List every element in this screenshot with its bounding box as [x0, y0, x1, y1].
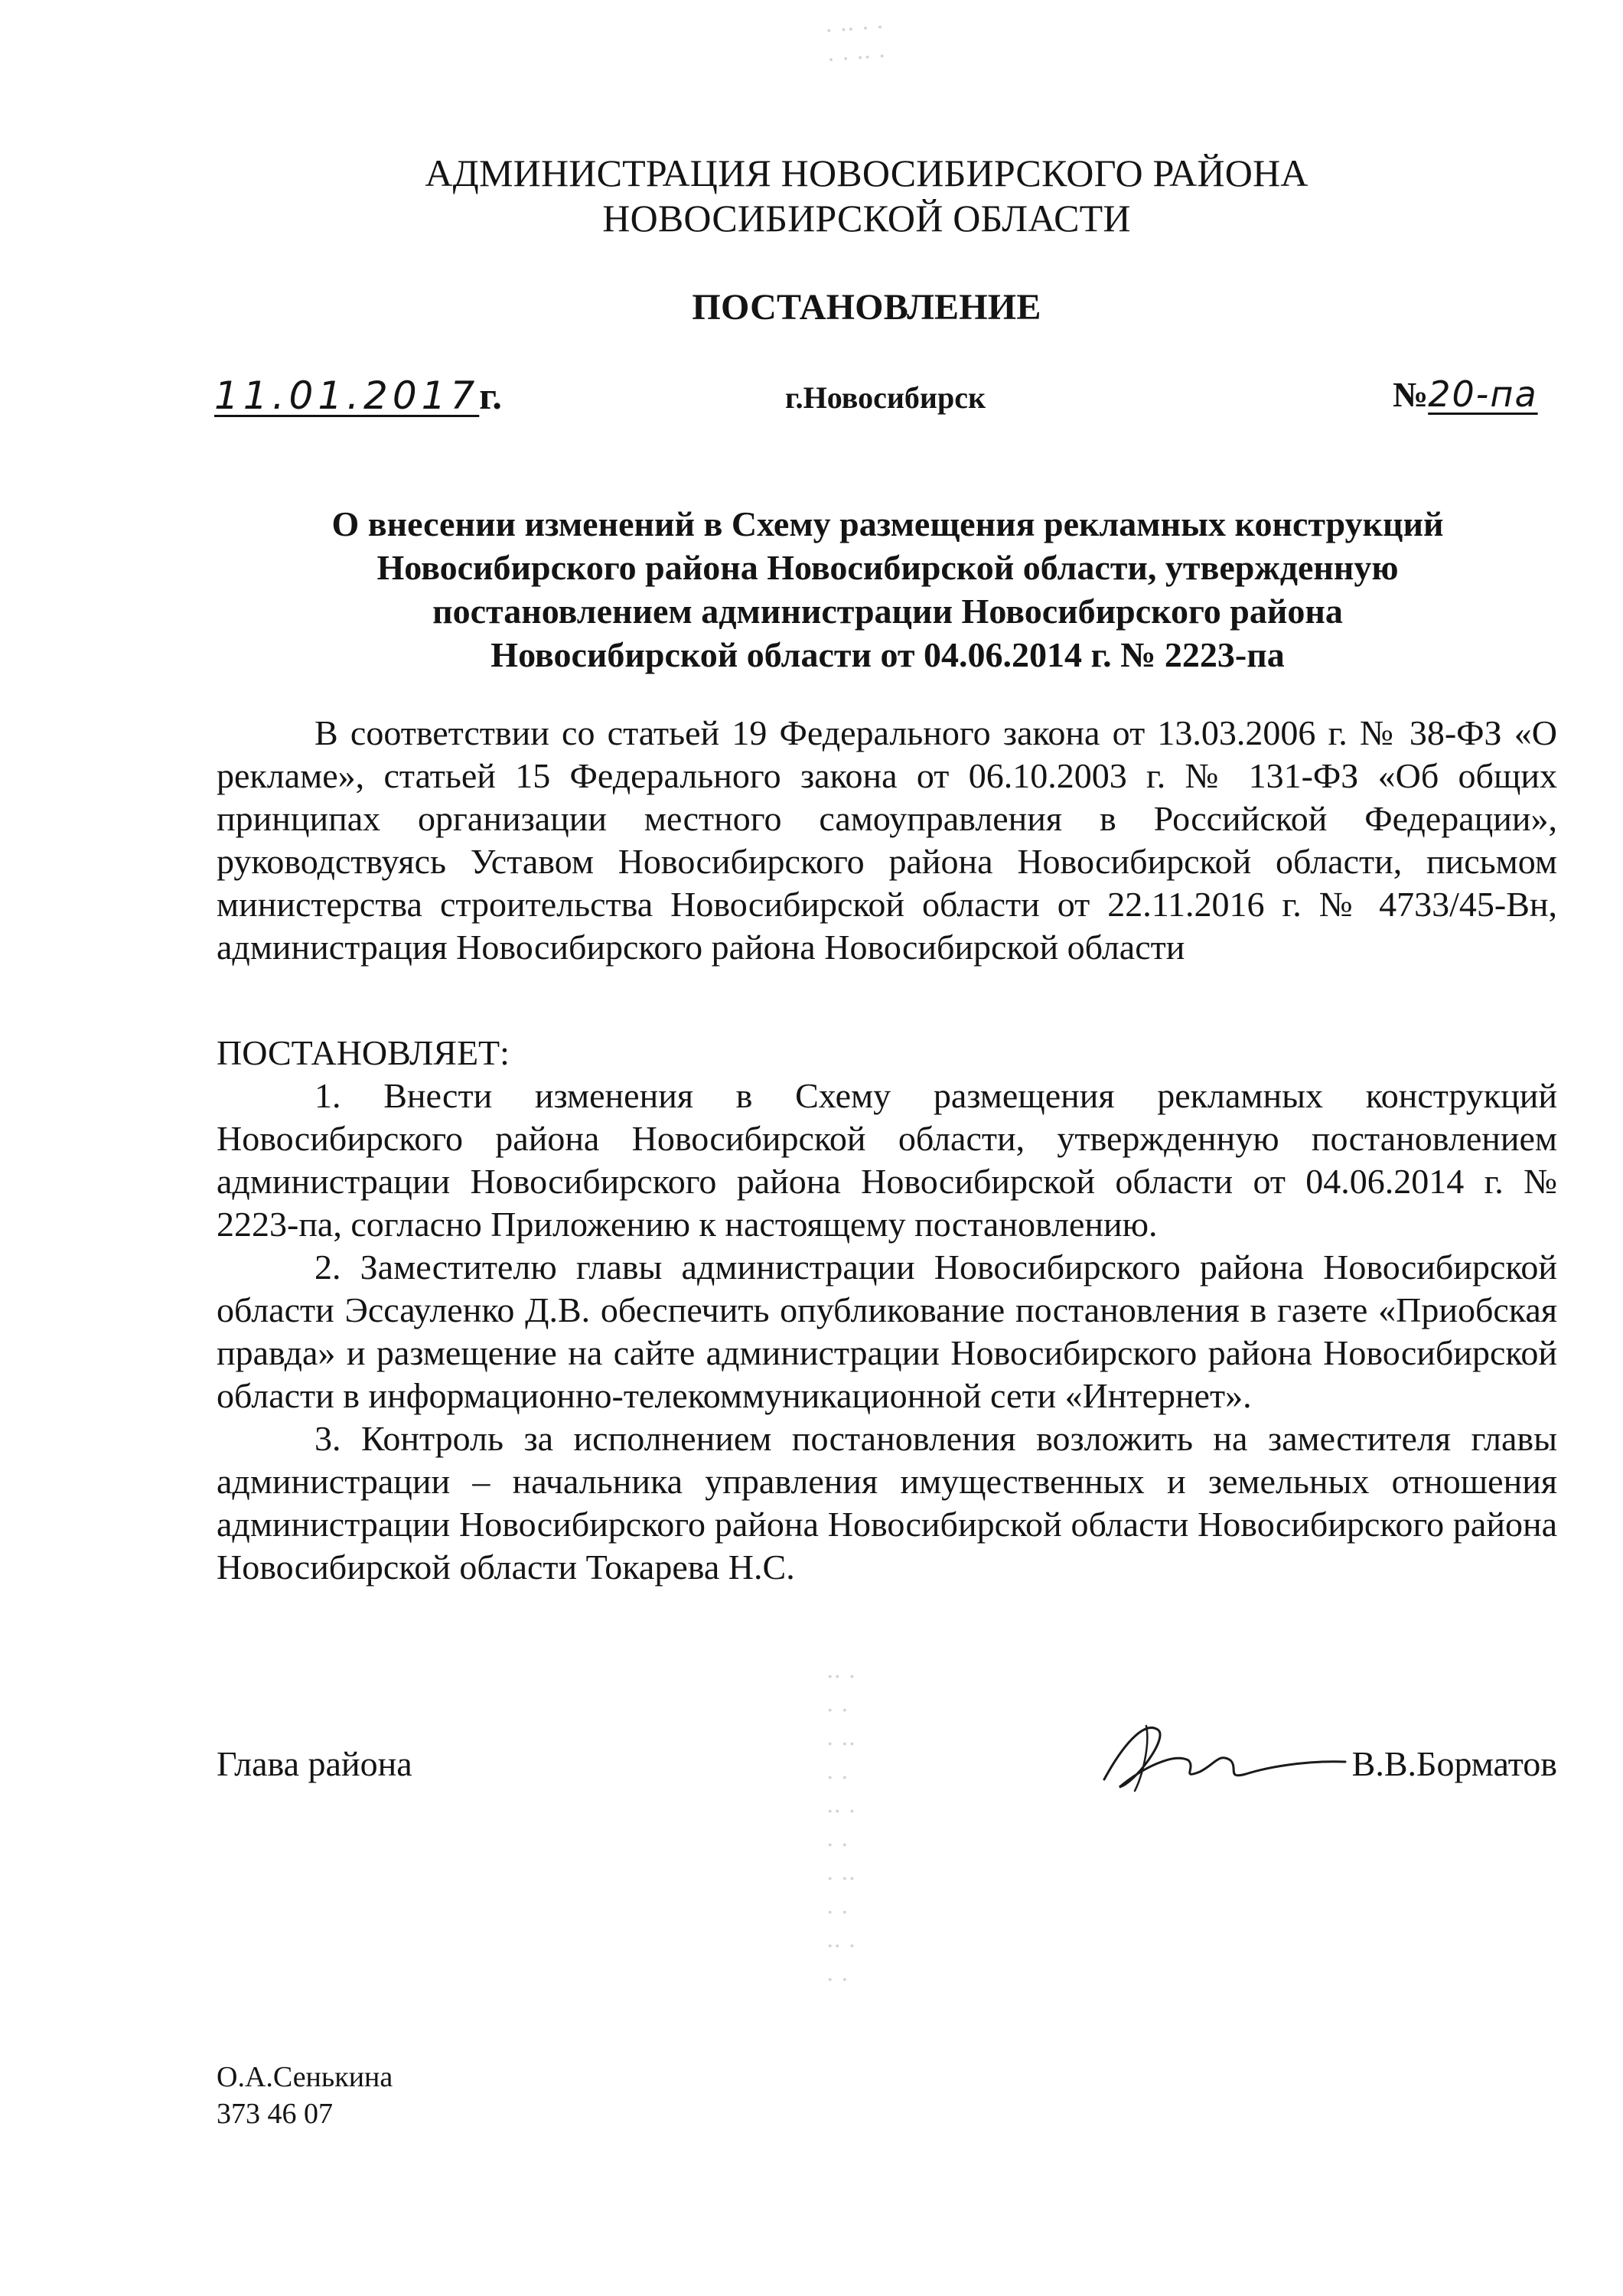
signatory-title: Глава района	[217, 1744, 412, 1783]
subject-line: Новосибирского района Новосибирской области, утвержденную	[376, 548, 1399, 587]
handwritten-number: 20-па	[1428, 373, 1538, 415]
executor-phone: 373 46 07	[217, 2098, 333, 2130]
preamble-text: В соответствии со статьей 19 Федерального закона от 13.03.2006 г. № 38-ФЗ «О рекламе», статьей 15 Федерального закона от 06.10.2003 г. № 131-ФЗ «Об общих принципах организации местного самоуправления в Российской Федерации», руководствуясь Уставом Новосибирского района Новосибирской области, письмом министерства строительства Новосибирской области от 22.11.2016 г. № 4733/45-Вн, администрация Новосибирского района Новосибирской области	[217, 713, 1557, 967]
handwritten-date: 11.01.2017	[214, 373, 480, 418]
executor-name: О.А.Сенькина	[217, 2061, 393, 2093]
subject-line: О внесении изменений в Схему размещения рекламных конструкций	[331, 504, 1444, 543]
document-subject	[230, 502, 1546, 677]
subject-line: постановлением администрации Новосибирского района	[432, 592, 1343, 631]
preamble-paragraph	[217, 712, 1557, 969]
document-type-title: ПОСТАНОВЛЕНИЕ	[692, 287, 1041, 328]
number-prefix: №	[1393, 375, 1429, 414]
document-city: г.Новосибирск	[785, 380, 986, 415]
signatory-name: В.В.Борматов	[1351, 1744, 1557, 1783]
decree-items	[217, 1075, 1557, 1589]
organization-name-line-1: АДМИНИСТРАЦИЯ НОВОСИБИРСКОГО РАЙОНА	[425, 152, 1309, 194]
decree-item: 3. Контроль за исполнением постановления возложить на заместителя главы администрации – начальника управления имущественных и земельных отношения администрации Новосибирского района Новосибирской области Новосибирского района Новосибирской области Токарева Н.С.	[217, 1419, 1557, 1587]
bleed-through-mark-right: ·· · · · · ·· · · ·· · · · · ·· · · ·· · · ·	[826, 1664, 856, 1994]
bleed-through-mark-top: · ·· · · · · ·· ·	[824, 14, 887, 74]
executor-block	[217, 2059, 393, 2132]
signature-block	[217, 1722, 1557, 1814]
decree-keyword: ПОСТАНОВЛЯЕТ:	[217, 1033, 510, 1072]
handwritten-signature	[1074, 1707, 1349, 1806]
date-suffix: г.	[479, 374, 502, 417]
document-number	[1393, 373, 1538, 427]
organization-name-line-2: НОВОСИБИРСКОЙ ОБЛАСТИ	[602, 197, 1131, 240]
subject-line: Новосибирской области от 04.06.2014 г. № 2223-па	[490, 635, 1285, 674]
document-date	[214, 373, 502, 427]
decree-item: 2. Заместителю главы администрации Новосибирского района Новосибирской области Эссауленко Д.В. обеспечить опубликование постановления в газете «Приобская правда» и размещение на сайте администрации Новосибирского района Новосибирской области в информационно-телекоммуникационной сети «Интернет».	[217, 1247, 1557, 1415]
decree-item: 1. Внести изменения в Схему размещения рекламных конструкций Новосибирского района Новосибирской области, утвержденную постановлением администрации Новосибирского района Новосибирской области от 04.06.2014 г. № 2223-па, согласно Приложению к настоящему постановлению.	[217, 1076, 1557, 1244]
